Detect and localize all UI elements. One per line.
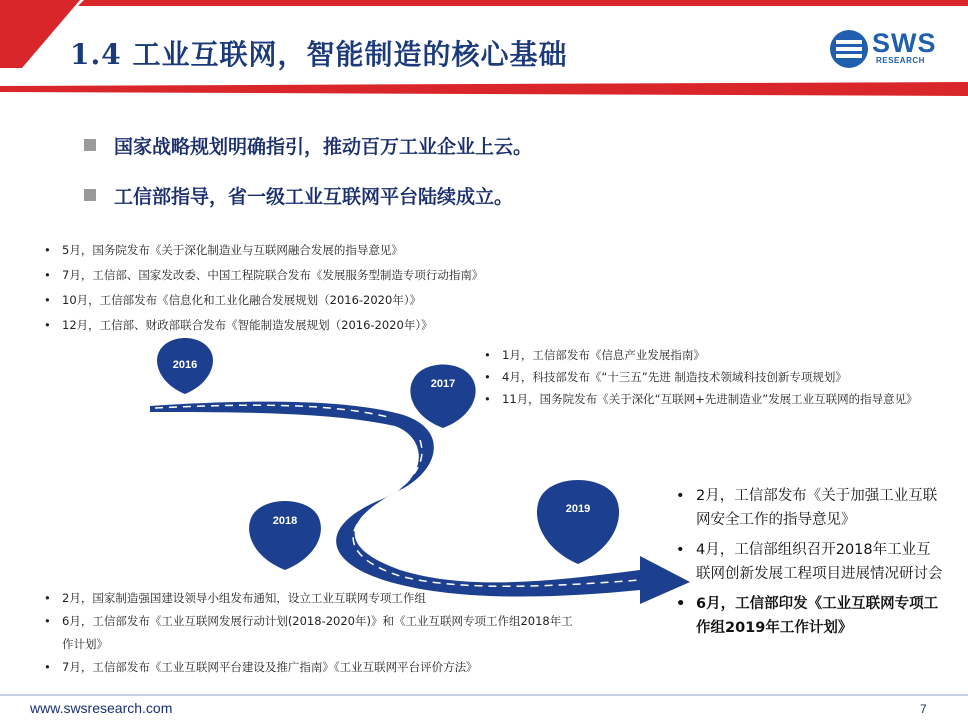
footer-website-link[interactable]: www.swsresearch.com — [30, 700, 173, 716]
bullet-dot-icon: • — [676, 488, 685, 504]
map-pin-icon — [537, 480, 619, 564]
bullet-dot-icon: • — [44, 591, 51, 605]
year-marker-2016 — [157, 338, 213, 394]
year-label-2016: 2016 — [172, 359, 198, 371]
list-item-text: 1月，工信部发布《信息产业发展指南》 — [502, 348, 705, 362]
list-item — [44, 610, 582, 656]
list-item-text: 10月，工信部发布《信息化和工业化融合发展规划（2016-2020年）》 — [62, 293, 422, 307]
headline-bullet-text: 国家战略规划明确指引，推动百万工业企业上云。 — [114, 136, 533, 158]
square-bullet-icon — [84, 189, 96, 201]
list-item — [44, 656, 604, 679]
bullet-dot-icon: • — [676, 542, 685, 558]
sws-logo — [828, 26, 948, 72]
headline-bullet-text: 工信部指导，省一级工业互联网平台陆续成立。 — [114, 186, 514, 208]
year-label-2018: 2018 — [272, 515, 298, 527]
red-corner-accent — [0, 0, 80, 68]
year-marker-2018 — [249, 501, 321, 570]
list-item-text: 2月，国家制造强国建设领导小组发布通知，设立工业互联网专项工作组 — [62, 591, 426, 605]
footer-divider — [0, 694, 968, 696]
slide-title: 1.4 工业互联网，智能制造的核心基础 — [70, 38, 568, 71]
list-item-text: 6月，工信部发布《工业互联网发展行动计划(2018-2020年)》和《工业互联网专项工作组2018年工作计划》 — [62, 614, 573, 651]
bullet-dot-icon: • — [484, 348, 491, 362]
page-number: 7 — [920, 702, 927, 716]
headline-bullet-2 — [84, 182, 513, 209]
bottom-red-band — [0, 82, 968, 96]
list-item-text: 7月，工信部发布《工业互联网平台建设及推广指南》《工业互联网平台评价方法》 — [62, 660, 478, 674]
list-item — [676, 484, 944, 532]
bullet-dot-icon: • — [44, 318, 51, 332]
year-label-2017: 2017 — [430, 378, 456, 390]
map-pin-icon — [249, 501, 321, 570]
slide-header — [0, 0, 968, 100]
list-item — [44, 238, 564, 263]
map-pin-icon — [410, 365, 475, 429]
list-item-text: 4月，工信部组织召开2018年工业互联网创新发展工程项目进展情况研讨会 — [696, 542, 943, 582]
list-item-text: 4月，科技部发布《“十三五”先进 制造技术领域科技创新专项规划》 — [502, 370, 847, 384]
events-2018-list — [44, 587, 604, 679]
list-item-text: 12月，工信部、财政部联合发布《智能制造发展规划（2016-2020年）》 — [62, 318, 433, 332]
year-marker-2017 — [410, 365, 475, 429]
bullet-dot-icon: • — [676, 596, 686, 612]
bullet-dot-icon: • — [484, 392, 491, 406]
list-item — [484, 366, 924, 388]
list-item-text: 6月，工信部印发《工业互联网专项工作组2019年工作计划》 — [696, 596, 939, 636]
list-item-text: 11月，国务院发布《关于深化“互联网+先进制造业”发展工业互联网的指导意见》 — [502, 392, 918, 406]
bullet-dot-icon: • — [44, 243, 51, 257]
events-2019-list — [676, 484, 944, 640]
year-label-2019: 2019 — [565, 503, 591, 515]
events-2016-list — [44, 238, 564, 338]
bullet-dot-icon: • — [44, 614, 51, 628]
list-item — [676, 538, 944, 586]
list-item-text: 2月，工信部发布《关于加强工业互联网安全工作的指导意见》 — [696, 488, 938, 528]
list-item — [484, 344, 924, 366]
list-item — [484, 388, 922, 410]
list-item-text: 7月，工信部、国家发改委、中国工程院联合发布《发展服务型制造专项行动指南》 — [62, 268, 484, 282]
bullet-dot-icon: • — [44, 268, 51, 282]
list-item — [44, 263, 564, 288]
list-item-text: 5月，国务院发布《关于深化制造业与互联网融合发展的指导意见》 — [62, 243, 403, 257]
square-bullet-icon — [84, 139, 96, 151]
top-red-line — [78, 0, 968, 6]
logo-subtext: RESEARCH — [876, 56, 925, 65]
list-item-highlighted — [676, 592, 944, 640]
bullet-dot-icon: • — [44, 293, 51, 307]
sws-logo-mark-icon — [828, 28, 870, 70]
logo-wordmark: SWS — [872, 28, 937, 58]
events-2017-list — [484, 344, 924, 410]
year-marker-2019 — [537, 480, 619, 564]
headline-bullet-1 — [84, 132, 532, 159]
list-item — [44, 587, 604, 610]
bullet-dot-icon: • — [484, 370, 491, 384]
bullet-dot-icon: • — [44, 660, 51, 674]
list-item — [44, 288, 564, 313]
